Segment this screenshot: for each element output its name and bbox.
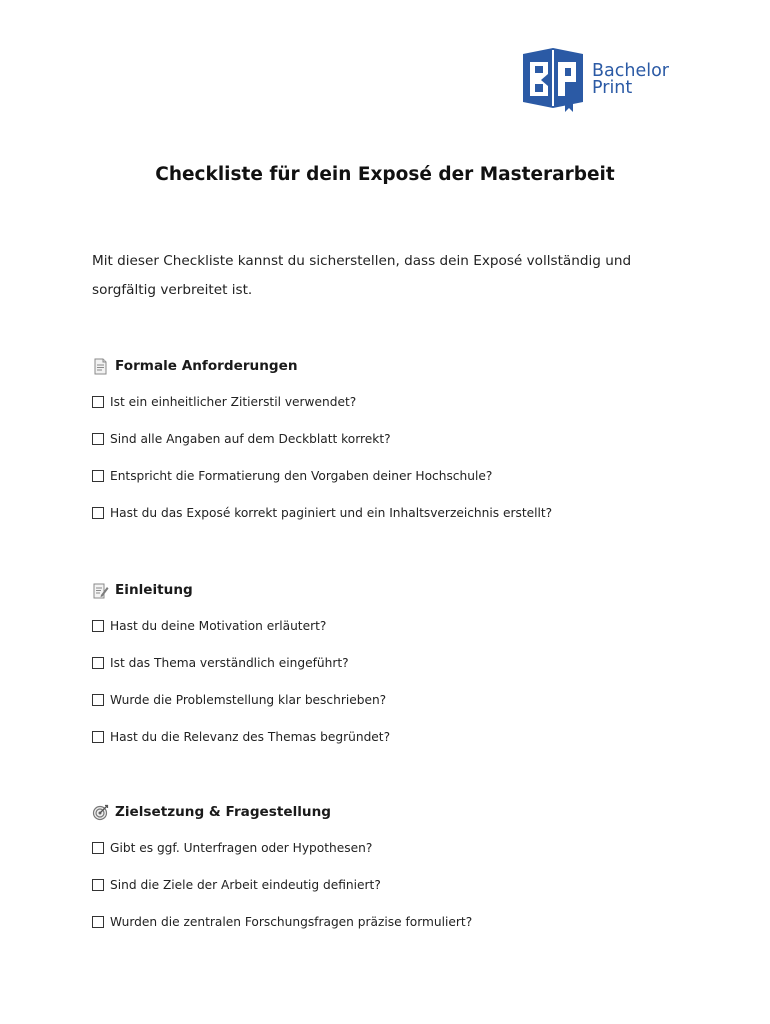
- section-heading: [92, 580, 390, 600]
- section-heading: [92, 802, 472, 822]
- checklist-item-label: Hast du die Relevanz des Themas begründet?: [110, 730, 391, 744]
- checkbox[interactable]: [92, 396, 104, 408]
- intro-paragraph: Mit dieser Checkliste kannst du sicherstellen, dass dein Exposé vollständig und sorgfältig verbreitet ist.: [92, 253, 632, 298]
- checkbox[interactable]: [92, 620, 104, 632]
- section-title: Zielsetzung & Fragestellung: [115, 804, 331, 820]
- checkbox[interactable]: [92, 879, 104, 891]
- checkbox[interactable]: [92, 657, 104, 669]
- checkbox[interactable]: [92, 433, 104, 445]
- checklist-item[interactable]: [92, 392, 552, 412]
- checklist-item[interactable]: [92, 653, 390, 673]
- target-icon: [92, 804, 109, 821]
- checklist-item-label: Hast du das Exposé korrekt paginiert und ein Inhaltsverzeichnis erstellt?: [110, 506, 553, 520]
- checklist-item-label: Wurden die zentralen Forschungsfragen präzise formuliert?: [110, 915, 473, 929]
- checklist-item[interactable]: [92, 912, 472, 932]
- checklist-item-label: Ist ein einheitlicher Zitierstil verwendet?: [110, 395, 357, 409]
- checklist-item[interactable]: [92, 466, 552, 486]
- checklist-item[interactable]: [92, 429, 552, 449]
- checkbox[interactable]: [92, 916, 104, 928]
- checklist-item-label: Sind alle Angaben auf dem Deckblatt korrekt?: [110, 432, 391, 446]
- checklist-item[interactable]: [92, 616, 390, 636]
- checklist-item-label: Wurde die Problemstellung klar beschrieben?: [110, 693, 387, 707]
- section-einleitung: [92, 580, 390, 747]
- checklist-item[interactable]: [92, 690, 390, 710]
- logo-text-bachelor: Bachelor: [592, 61, 669, 81]
- checklist-item[interactable]: [92, 727, 390, 747]
- section-title: Formale Anforderungen: [115, 358, 298, 374]
- section-formale-anforderungen: [92, 356, 552, 523]
- section-title: Einleitung: [115, 582, 193, 598]
- checkbox[interactable]: [92, 507, 104, 519]
- checklist-item-label: Entspricht die Formatierung den Vorgaben deiner Hochschule?: [110, 469, 493, 483]
- checklist-item[interactable]: [92, 503, 552, 523]
- section-heading: [92, 356, 552, 376]
- memo-pencil-icon: [92, 582, 109, 599]
- checklist-item-label: Ist das Thema verständlich eingeführt?: [110, 656, 349, 670]
- checklist-item[interactable]: [92, 838, 472, 858]
- checkbox[interactable]: [92, 694, 104, 706]
- checklist-item-label: Hast du deine Motivation erläutert?: [110, 619, 327, 633]
- document-icon: [92, 358, 109, 375]
- checkbox[interactable]: [92, 470, 104, 482]
- checklist-item[interactable]: [92, 875, 472, 895]
- checkbox[interactable]: [92, 842, 104, 854]
- checklist-item-label: Sind die Ziele der Arbeit eindeutig definiert?: [110, 878, 381, 892]
- logo-text-print: Print: [592, 78, 633, 98]
- checkbox[interactable]: [92, 731, 104, 743]
- checklist-item-label: Gibt es ggf. Unterfragen oder Hypothesen?: [110, 841, 373, 855]
- bachelor-print-logo: [521, 44, 681, 112]
- page-title: Checkliste für dein Exposé der Masterarbeit: [155, 164, 615, 185]
- section-zielsetzung-fragestellung: [92, 802, 472, 932]
- book-logo-icon: [521, 44, 587, 112]
